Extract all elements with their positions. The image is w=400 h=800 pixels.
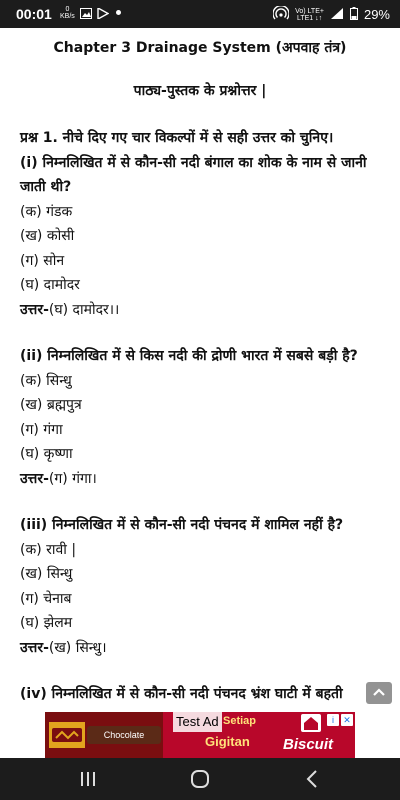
answer-value: (घ) दामोदर।। xyxy=(48,301,120,318)
answer-value: (ख) सिन्धु। xyxy=(48,639,107,656)
ad-headline-2: Gigitan xyxy=(205,734,250,749)
play-store-icon xyxy=(97,7,109,18)
status-bar xyxy=(0,0,400,28)
option: (क) रावी | xyxy=(20,541,77,558)
clock: 00:01 xyxy=(16,6,52,22)
notification-dot-icon xyxy=(116,10,121,15)
network-speed-unit: KB/s xyxy=(60,13,75,20)
section-heading: प्रश्न 1. नीचे दिए गए चार विकल्पों में से सही उत्तर को चुनिए। xyxy=(20,130,334,146)
option: (क) सिन्धु xyxy=(20,372,72,389)
option: (ख) सिन्धु xyxy=(20,566,73,582)
network-subtype: LTE1 ↓↑ xyxy=(296,14,323,22)
answer-label: उत्तर- xyxy=(20,639,49,656)
answer-value: (ग) गंगा। xyxy=(48,470,97,487)
answer-label: उत्तर- xyxy=(20,301,49,318)
option: (घ) दामोदर xyxy=(20,277,80,293)
question-item xyxy=(20,682,380,707)
page-subtitle: पाठ्य-पुस्तक के प्रश्नोत्तर | xyxy=(133,83,267,99)
status-right xyxy=(273,6,390,23)
battery-percent: 29% xyxy=(363,7,390,22)
ad-brand-house-icon xyxy=(301,714,321,732)
ad-chocolate-bar: Chocolate xyxy=(87,726,161,744)
back-icon xyxy=(292,766,332,792)
option: (घ) झेलम xyxy=(20,615,73,631)
answer xyxy=(20,298,380,323)
question-text: (ii) निम्नलिखित में से किस नदी की द्रोणी भारत में सबसे बड़ी है? xyxy=(20,348,358,364)
test-ad-label: Test Ad xyxy=(173,712,222,732)
question-item xyxy=(20,151,380,323)
option: (घ) कृष्णा xyxy=(20,446,73,462)
battery-icon xyxy=(350,7,358,23)
answer-label: उत्तर- xyxy=(20,470,49,487)
article-content[interactable] xyxy=(0,28,400,758)
option: (ख) कोसी xyxy=(20,228,75,244)
scroll-to-top-button[interactable] xyxy=(366,682,392,704)
question-item xyxy=(20,513,380,660)
chapter-title: Chapter 3 Drainage System (अपवाह तंत्र) xyxy=(53,40,347,56)
question-section xyxy=(0,126,400,707)
ad-brand-logo xyxy=(49,722,85,748)
signal-icon xyxy=(330,7,344,23)
chevron-up-icon xyxy=(372,687,386,697)
ad-choices[interactable] xyxy=(327,714,353,726)
answer xyxy=(20,636,380,661)
recent-apps-icon xyxy=(68,766,108,792)
ad-close-icon[interactable]: ✕ xyxy=(341,714,353,726)
recent-apps-button[interactable] xyxy=(68,766,108,792)
question-item xyxy=(20,344,380,491)
network-speed-value: 0 xyxy=(65,6,70,13)
back-button[interactable] xyxy=(292,766,332,792)
question-text: (iii) निम्नलिखित में से कौन-सी नदी पंचनद में शामिल नहीं है? xyxy=(20,517,344,533)
question-text: (i) निम्नलिखित में से कौन-सी नदी बंगाल का शोक के नाम से जानी जाती थी? xyxy=(20,154,367,195)
network-indicator xyxy=(295,8,324,22)
answer xyxy=(20,467,380,492)
hotspot-icon xyxy=(273,6,289,23)
home-button[interactable] xyxy=(180,766,220,792)
option: (क) गंडक xyxy=(20,203,73,220)
ad-banner[interactable] xyxy=(45,712,355,758)
network-type: Vo) LTE+ xyxy=(295,7,324,15)
ad-product-image xyxy=(45,712,163,758)
option: (ग) गंगा xyxy=(20,421,63,438)
option: (ग) चेनाब xyxy=(20,590,72,607)
option: (ग) सोन xyxy=(20,252,65,269)
home-icon xyxy=(180,766,220,792)
network-speed xyxy=(60,6,75,20)
option: (ख) ब्रह्मपुत्र xyxy=(20,397,82,413)
ad-product-name: Biscuit xyxy=(283,736,334,753)
ad-headline: Setiap xyxy=(223,715,257,727)
question-text: (iv) निम्नलिखित में से कौन-सी नदी पंचनद भ्रंश घाटी में बहती xyxy=(20,686,343,702)
navigation-bar xyxy=(0,758,400,800)
ad-info-icon[interactable]: i xyxy=(327,714,339,726)
image-icon xyxy=(80,7,92,18)
